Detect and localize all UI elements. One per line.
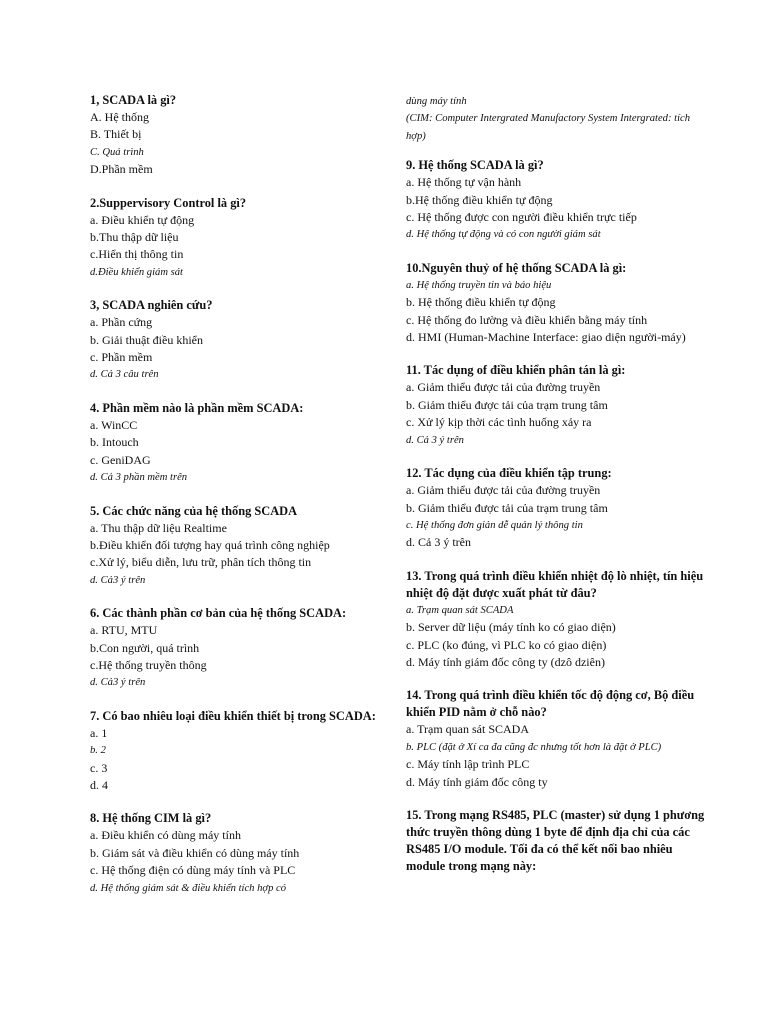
answer-option: a. Điều khiển tự động <box>90 212 195 227</box>
question-title: 6. Các thành phần cơ bản của hệ thống SCADA: <box>90 606 347 621</box>
answer-option: b.Con người, quá trình <box>90 640 200 655</box>
answer-option: d. HMI (Human-Machine Interface: giao diện người-máy) <box>406 330 686 345</box>
question-block <box>406 362 706 449</box>
answer-option: (CIM: Computer Intergrated Manufactory System Intergrated: tích hợp) <box>406 113 691 142</box>
question-title: 12. Tác dụng của điều khiển tập trung: <box>406 466 612 481</box>
answer-option: c.Hiển thị thông tin <box>90 247 184 262</box>
answer-option: d. Cả3 ý trên <box>90 677 146 689</box>
answer-option: a. Hệ thống tự vận hành <box>406 175 522 190</box>
question-title: 9. Hệ thống SCADA là gì? <box>406 158 544 173</box>
answer-option: d. Cả 3 phần mềm trên <box>90 472 188 484</box>
question-block <box>90 810 390 897</box>
question-block <box>406 568 706 672</box>
question-title: 13. Trong quá trình điều khiển nhiệt độ lò nhiệt, tín hiệu nhiệt độ đặt được xuất phát từ đâu? <box>406 568 704 600</box>
answer-option: b. Hệ thống điều khiển tự động <box>406 295 556 310</box>
answer-option: a. Giảm thiểu được tải của đường truyền <box>406 380 601 395</box>
answer-option: d. Cả 3 câu trên <box>90 369 159 381</box>
question-block <box>406 465 706 552</box>
answer-option: d. Hệ thống giám sát & điều khiển tích hợp có <box>90 882 287 894</box>
answer-option: a. Phần cứng <box>90 315 153 330</box>
question-block <box>90 708 390 795</box>
answer-option: a. Điều khiển có dùng máy tính <box>90 828 241 843</box>
answer-option: c.Xử lý, biểu diễn, lưu trữ, phân tích thông tin <box>90 555 312 570</box>
answer-option: c. Xử lý kịp thời các tình huống xảy ra <box>406 415 592 430</box>
answer-option: a. Giảm thiểu được tải của đường truyền <box>406 483 601 498</box>
answer-option: a. Trạm quan sát SCADA <box>406 604 514 616</box>
question-title: 15. Trong mạng RS485, PLC (master) sử dụng 1 phương thức truyền thông dùng 1 byte để định địa chỉ của các RS485 I/O module. Tối đa có thể kết nối bao nhiêu module trong mạng này: <box>406 807 705 873</box>
answer-option: dùng máy tính <box>406 96 467 107</box>
question-block <box>90 297 390 384</box>
question-title: 14. Trong quá trình điều khiển tốc độ động cơ, Bộ điều khiển PID nằm ở chỗ nào? <box>406 688 695 720</box>
answer-option: b. Giảm thiểu được tải của trạm trung tâm <box>406 397 608 412</box>
question-title: 4. Phần mềm nào là phần mềm SCADA: <box>90 400 304 415</box>
continued-answer <box>406 93 706 145</box>
answer-option: d.Điều khiển giám sát <box>90 266 183 278</box>
question-block <box>406 157 706 244</box>
question-title: 11. Tác dụng of điều khiển phân tán là gì: <box>406 363 626 378</box>
question-title: 5. Các chức năng của hệ thống SCADA <box>90 503 298 518</box>
left-column <box>90 92 390 913</box>
right-column <box>406 93 706 891</box>
answer-option: c. Hệ thống đo lường và điều khiển bằng máy tính <box>406 312 648 327</box>
question-block <box>90 92 390 179</box>
answer-option: a. RTU, MTU <box>90 623 158 638</box>
question-block <box>406 687 706 791</box>
answer-option: c. Máy tính lập trình PLC <box>406 757 530 772</box>
question-title: 10.Nguyên thuỷ of hệ thống SCADA là gì: <box>406 260 627 275</box>
answer-option: b.Hệ thống điều khiển tự động <box>406 192 553 207</box>
answer-option: a. Trạm quan sát SCADA <box>406 722 530 737</box>
answer-option: c. Hệ thống được con người điều khiển trực tiếp <box>406 210 637 225</box>
answer-option: B. Thiết bị <box>90 127 142 142</box>
question-block <box>90 195 390 282</box>
question-block <box>90 503 390 590</box>
answer-option: b. Giám sát và điều khiển có dùng máy tính <box>90 845 300 860</box>
answer-option: d. Hệ thống tự động và có con người giám sát <box>406 229 601 241</box>
answer-option: d. Máy tính giám đốc công ty <box>406 774 548 789</box>
question-block <box>90 400 390 487</box>
answer-option: c. 3 <box>90 760 108 775</box>
answer-option: c. Hệ thống đơn giản dễ quản lý thông tin <box>406 519 583 531</box>
answer-option: b.Điều khiển đối tượng hay quá trình công nghiệp <box>90 537 330 552</box>
answer-option: c. Phần mềm <box>90 350 153 365</box>
answer-option: b. 2 <box>90 745 106 757</box>
answer-option: b.Thu thập dữ liệu <box>90 230 179 245</box>
answer-option: A. Hệ thống <box>90 110 149 124</box>
answer-option: a. WinCC <box>90 417 138 432</box>
answer-option: c. PLC (ko đúng, vì PLC ko có giao diện) <box>406 637 607 652</box>
answer-option: a. Thu thập dữ liệu Realtime <box>90 520 227 535</box>
answer-option: b. Server dữ liệu (máy tính ko có giao diện) <box>406 620 616 635</box>
question-title: 2.Suppervisory Control là gì? <box>90 195 247 210</box>
question-block <box>406 807 706 875</box>
question-title: 7. Có bao nhiêu loại điều khiển thiết bị trong SCADA: <box>90 708 376 723</box>
question-title: 1, SCADA là gì? <box>90 93 177 107</box>
answer-option: D.Phần mềm <box>90 162 153 177</box>
question-block <box>90 605 390 692</box>
answer-option: b. PLC (đặt ở Xí ca đa cũng đc nhưng tốt hơn là đặt ở PLC) <box>406 741 662 753</box>
answer-option: b. Giảm thiểu được tải của trạm trung tâm <box>406 500 608 515</box>
answer-option: c. Hệ thống điện có dùng máy tính và PLC <box>90 863 296 878</box>
answer-option: c.Hệ thống truyền thông <box>90 657 207 672</box>
answer-option: c. GeniDAG <box>90 452 151 467</box>
answer-option: d. Cả3 ý trên <box>90 574 146 586</box>
answer-option: C. Quá trình <box>90 146 144 158</box>
answer-option: b. Giải thuật điều khiển <box>90 332 203 347</box>
answer-option: a. 1 <box>90 725 108 740</box>
answer-option: a. Hệ thống truyền tin và báo hiệu <box>406 279 552 291</box>
question-title: 3, SCADA nghiên cứu? <box>90 298 213 313</box>
answer-option: d. Cả 3 ý trên <box>406 535 471 550</box>
question-title: 8. Hệ thống CIM là gì? <box>90 811 212 826</box>
answer-option: b. Intouch <box>90 435 139 450</box>
answer-option: d. Máy tính giám đốc công ty (dzô dziên) <box>406 654 605 669</box>
question-block <box>406 260 706 347</box>
answer-option: d. Cả 3 ý trên <box>406 434 464 446</box>
answer-option: d. 4 <box>90 777 108 792</box>
